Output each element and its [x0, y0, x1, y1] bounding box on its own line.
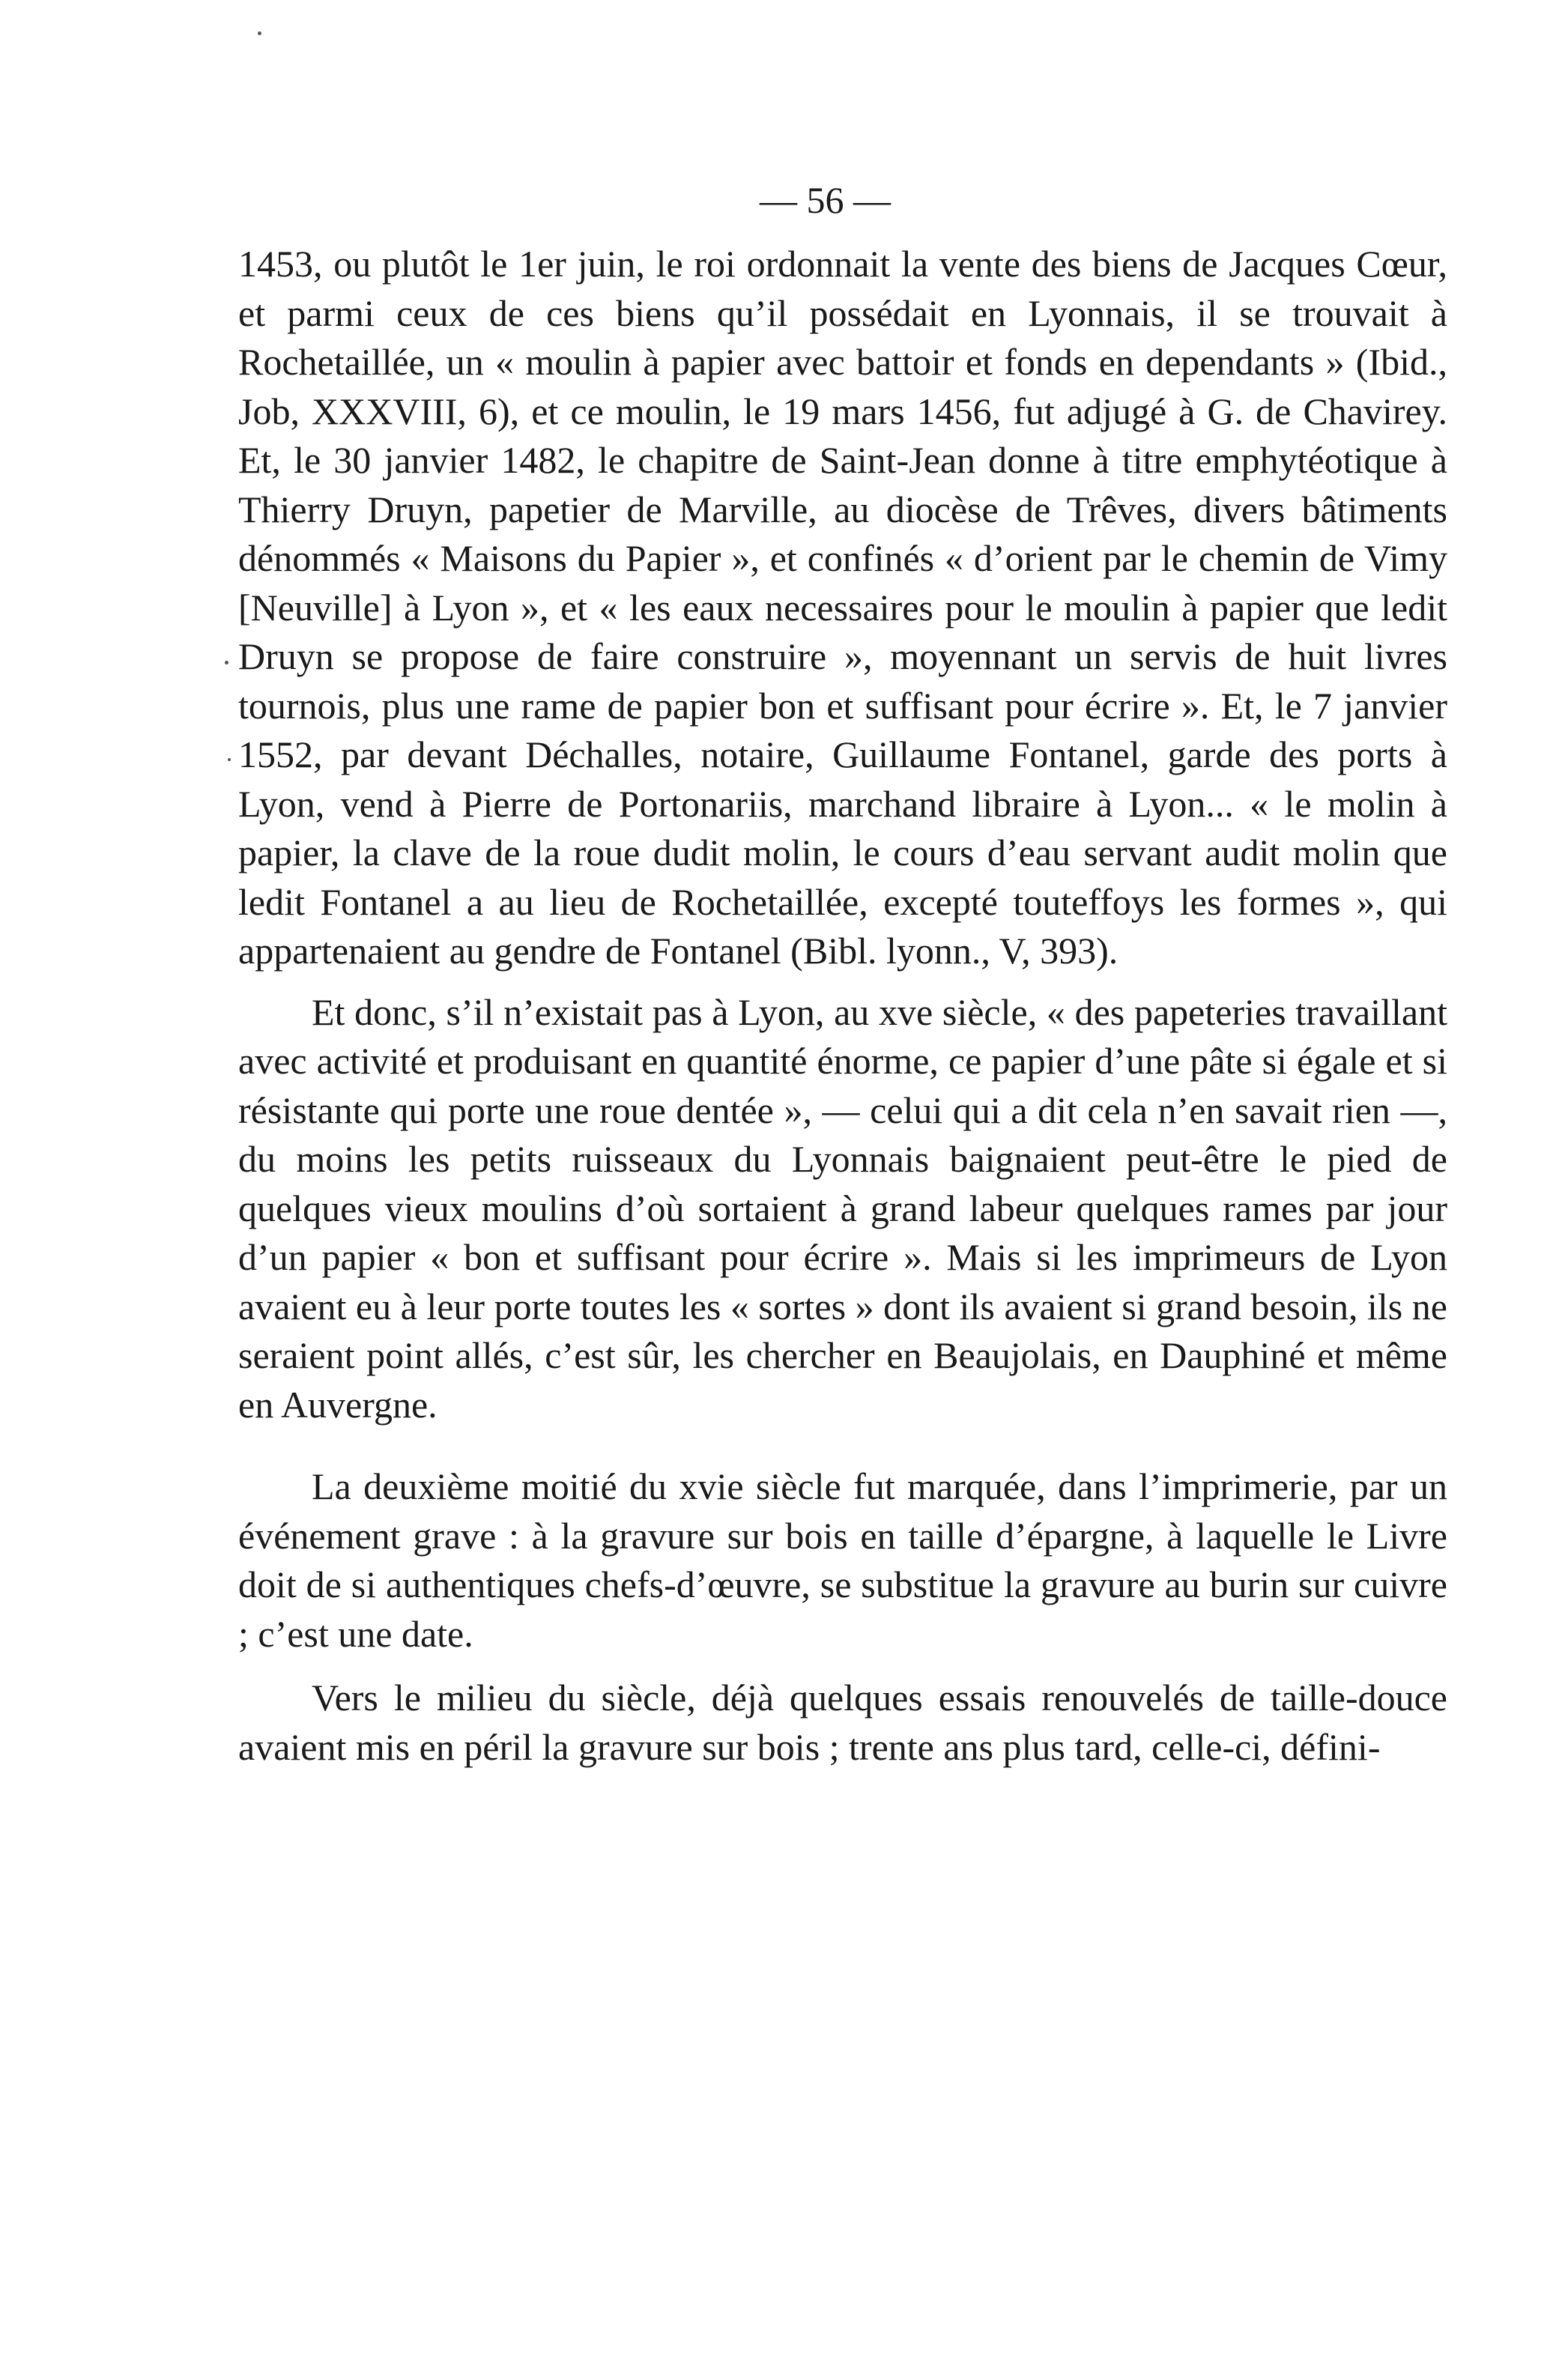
paragraph-3: La deuxième moitié du xvie siècle fut marquée, dans l’imprimerie, par un événement grave : à la gravure sur bois en taille d’épargne, à laquelle le Livre doit de si authentiques chefs-d’œuvre, se substitue la gravure au burin sur cuivre ; c’est une date. [238, 1465, 1447, 1655]
ink-speck [225, 661, 228, 664]
paragraph-4: Vers le milieu du siècle, déjà quelques essais renouvelés de taille-douce avaient mis en péril la gravure sur bois ; trente ans plus tard, celle-ci, défini- [238, 1677, 1447, 1768]
ink-speck [228, 758, 231, 761]
page-number: — 56 — [760, 179, 891, 221]
body-text [238, 240, 1447, 1772]
ink-speck [258, 31, 261, 35]
paragraph-2: Et donc, s’il n’existait pas à Lyon, au xve siècle, « des papeteries travaillant avec activité et produisant en quantité énorme, ce papier d’une pâte si égale et si résistante qui porte une roue dentée », — celui qui a dit cela n’en savait rien —, du moins les petits ruisseaux du Lyonnais baignaient peut-être le pied de quelques vieux moulins d’où sortaient à grand labeur quelques rames par jour d’un papier « bon et suffisant pour écrire ». Mais si les imprimeurs de Lyon avaient eu à leur porte toutes les « sortes » dont ils avaient si grand besoin, ils ne seraient point allés, c’est sûr, les chercher en Beaujolais, en Dauphiné et même en Auvergne. [238, 990, 1447, 1426]
paragraph-1: 1453, ou plutôt le 1er juin, le roi ordonnait la vente des biens de Jacques Cœur, et parmi ceux de ces biens qu’il possédait en Lyonnais, il se trouvait à Rochetaillée, un « moulin à papier avec battoir et fonds en dependants » (Ibid., Job, XXXVIII, 6), et ce moulin, le 19 mars 1456, fut adjugé à G. de Chavirey. Et, le 30 janvier 1482, le chapitre de Saint-Jean donne à titre emphytéotique à Thierry Druyn, papetier de Marville, au diocèse de Trêves, divers bâtiments dénommés « Maisons du Papier », et confinés « d’orient par le chemin de Vimy [Neuville] à Lyon », et « les eaux necessaires pour le moulin à papier que ledit Druyn se propose de faire construire », moyennant un servis de huit livres tournois, plus une rame de papier bon et suffisant pour écrire ». Et, le 7 janvier 1552, par devant Déchalles, notaire, Guillaume Fontanel, garde des ports à Lyon, vend à Pierre de Portonariis, marchand libraire à Lyon... « le molin à papier, la clave de la roue dudit molin, le cours d’eau servant audit molin que ledit Fontanel a au lieu de Rochetaillée, excepté touteffoys les formes », qui appartenaient au gendre de Fontanel (Bibl. lyonn., V, 393). [238, 243, 1447, 972]
